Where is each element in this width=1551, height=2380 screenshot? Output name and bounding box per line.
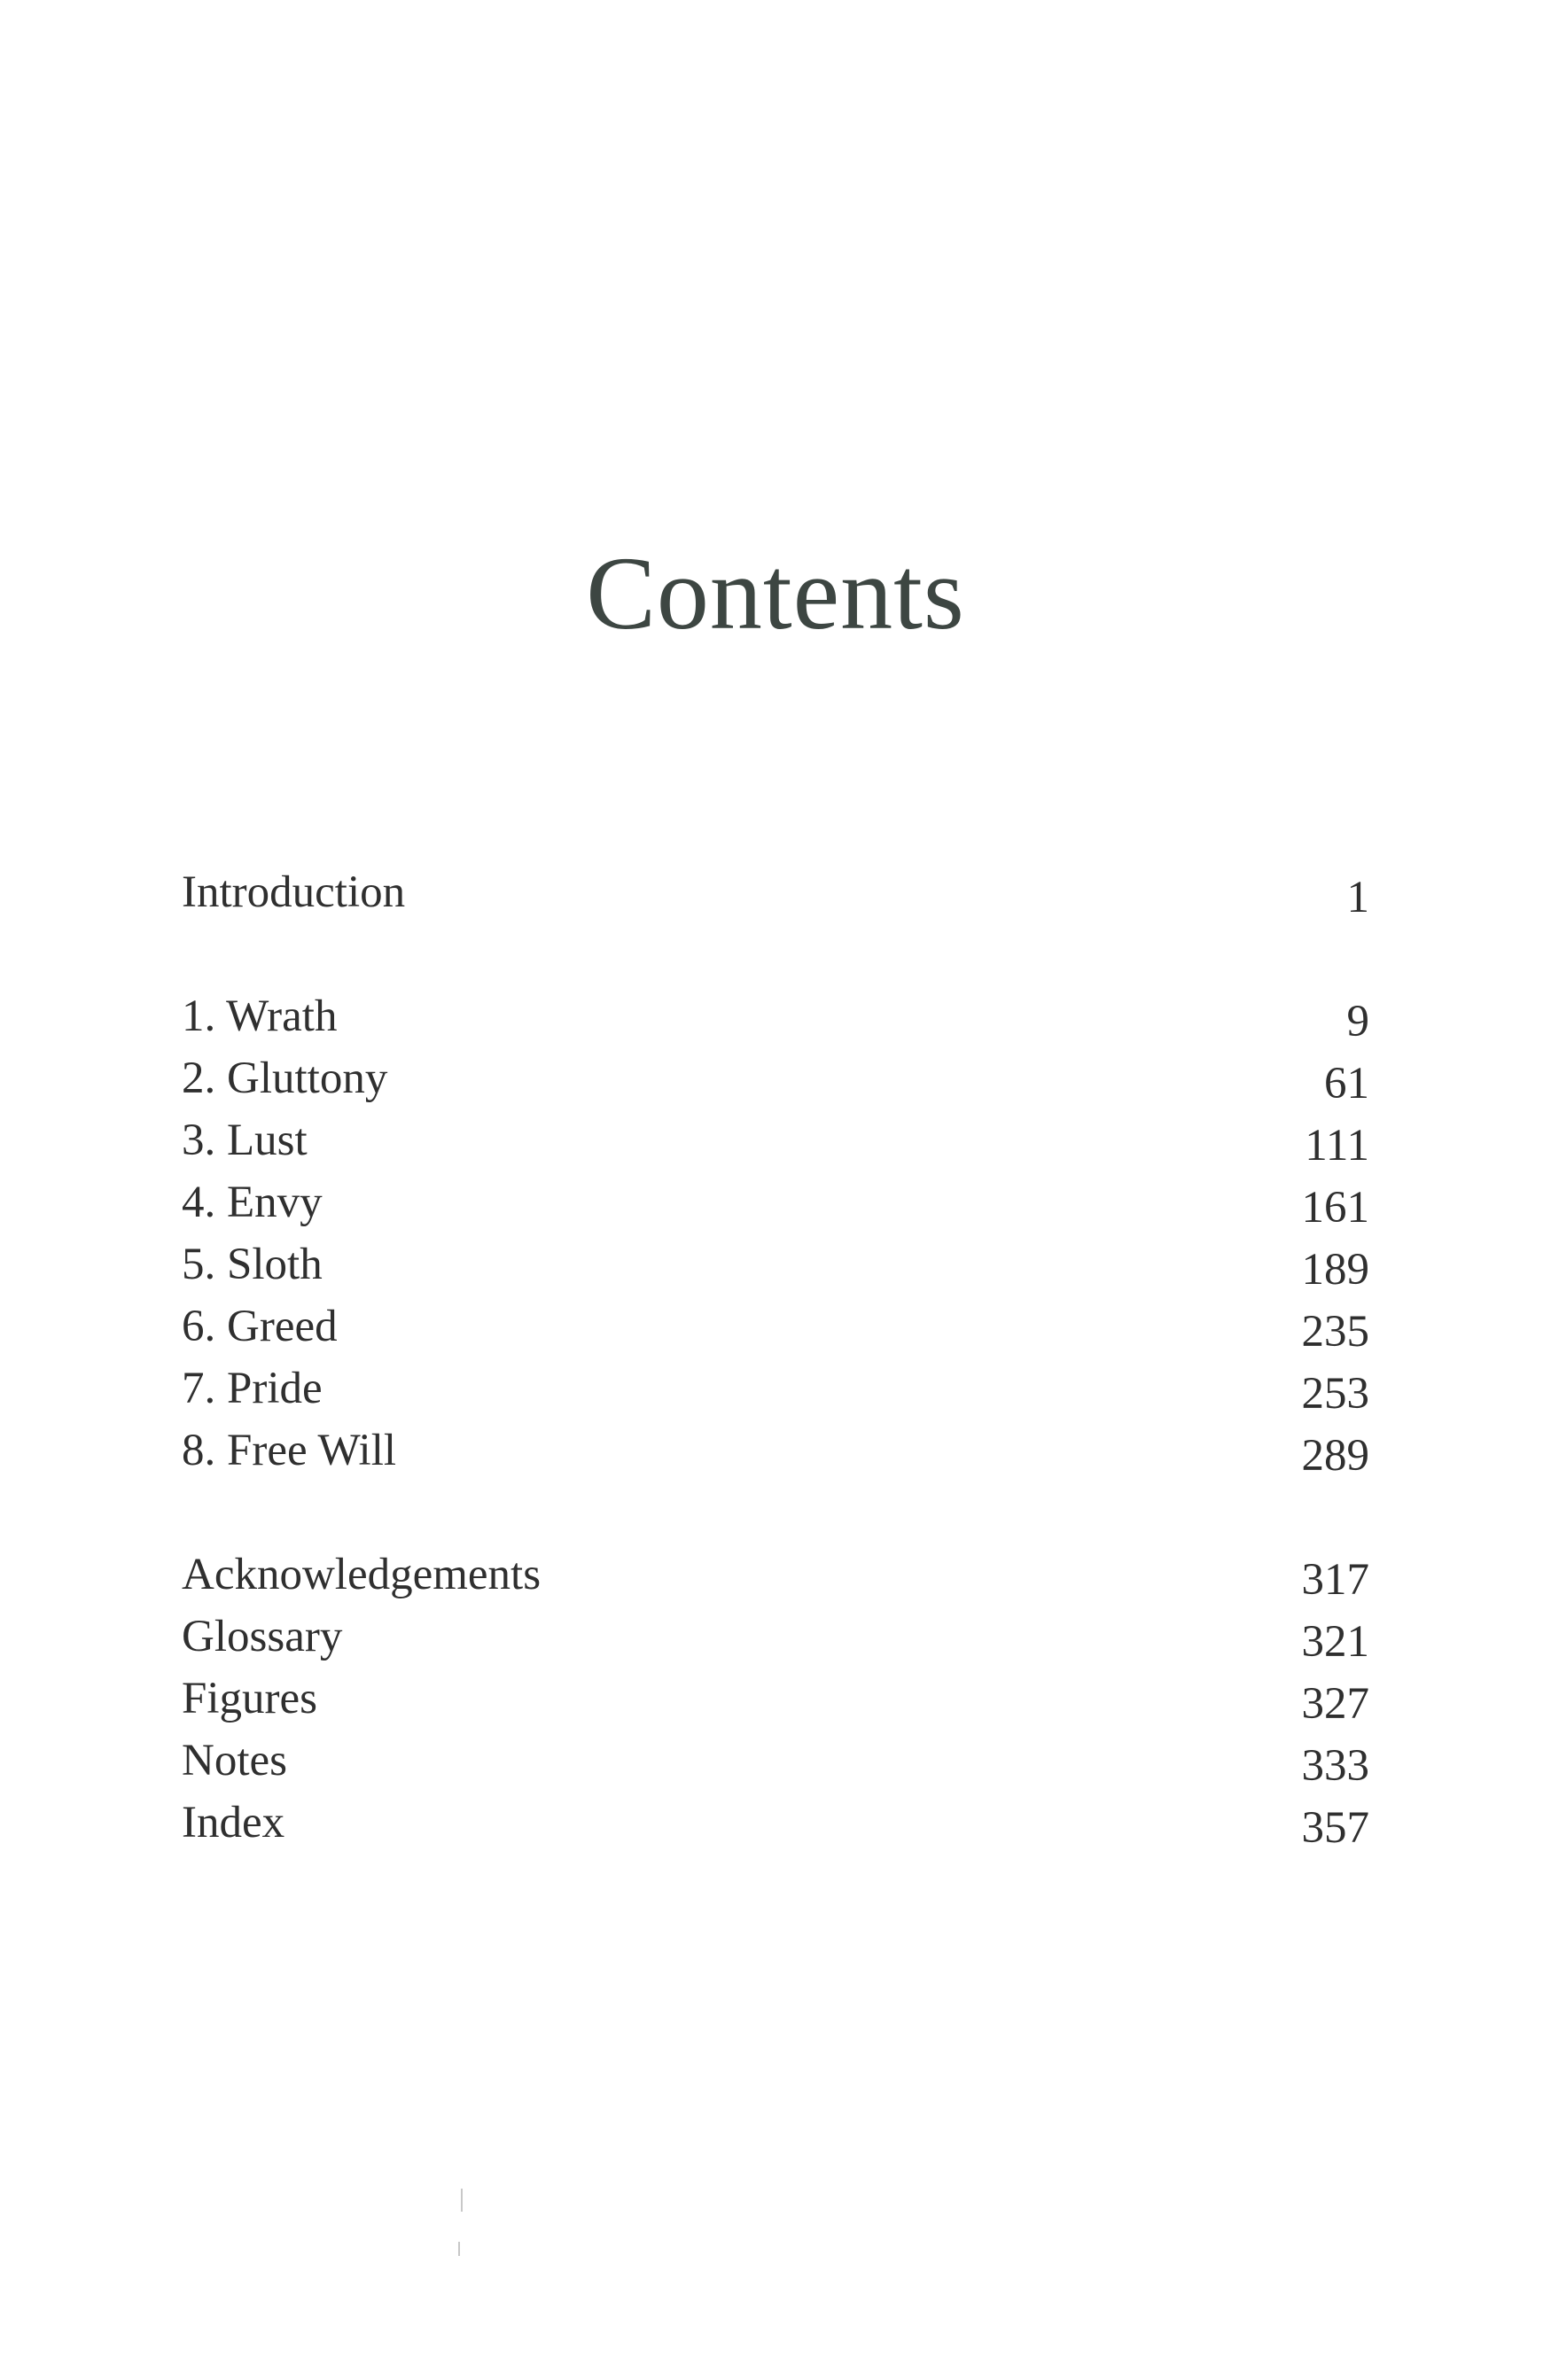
toc-entry-page-number: 289 (1301, 1431, 1369, 1481)
toc-entry-label: 3. Lust (182, 1116, 308, 1165)
toc-entry-label: Figures (182, 1674, 317, 1723)
toc-entry-chapter[interactable] (182, 1295, 1369, 1357)
toc-entry-page-number: 111 (1305, 1121, 1369, 1171)
toc-entry-page-number: 253 (1301, 1369, 1369, 1419)
toc-entry-label: Index (182, 1798, 285, 1847)
toc-entry-chapter[interactable] (182, 1171, 1369, 1233)
toc-entry-page-number: 327 (1301, 1679, 1369, 1729)
scan-artifact (458, 2242, 460, 2256)
toc-entry-label: 5. Sloth (182, 1240, 323, 1289)
toc-entry-page-number: 321 (1301, 1617, 1369, 1667)
toc-entry-back-matter[interactable] (182, 1544, 1369, 1606)
toc-entry-page-number: 1 (1346, 873, 1369, 922)
toc-entry-label: Introduction (182, 867, 406, 917)
toc-entry-page-number: 333 (1301, 1741, 1369, 1791)
toc-entry-label: 8. Free Will (182, 1426, 397, 1475)
toc-entry-chapter[interactable] (182, 1233, 1369, 1295)
toc-entry-label: Acknowledgements (182, 1550, 542, 1599)
toc-entry-label: 6. Greed (182, 1302, 338, 1351)
toc-entry-back-matter[interactable] (182, 1730, 1369, 1792)
toc-entry-page-number: 235 (1301, 1307, 1369, 1357)
toc-entry-introduction[interactable] (182, 861, 1369, 923)
toc-entry-chapter[interactable] (182, 1047, 1369, 1109)
toc-entry-label: Glossary (182, 1612, 343, 1661)
toc-entry-label: Notes (182, 1736, 287, 1785)
toc-entry-chapter[interactable] (182, 1357, 1369, 1419)
scan-artifact (461, 2189, 463, 2212)
toc-entry-label: 1. Wrath (182, 992, 338, 1041)
page-title: Contents (586, 535, 965, 651)
toc-entry-label: 4. Envy (182, 1178, 323, 1227)
toc-entry-chapter[interactable] (182, 1419, 1369, 1482)
toc-entry-page-number: 357 (1301, 1803, 1369, 1853)
toc-entry-page-number: 9 (1346, 997, 1369, 1046)
toc-entry-page-number: 189 (1301, 1245, 1369, 1295)
toc-entry-page-number: 317 (1301, 1555, 1369, 1605)
toc-entry-label: 7. Pride (182, 1364, 323, 1413)
toc-entry-back-matter[interactable] (182, 1668, 1369, 1730)
toc-entry-back-matter[interactable] (182, 1606, 1369, 1668)
toc-entry-chapter[interactable] (182, 985, 1369, 1047)
toc-entry-label: 2. Gluttony (182, 1054, 388, 1103)
toc-entry-back-matter[interactable] (182, 1792, 1369, 1854)
toc-entry-chapter[interactable] (182, 1109, 1369, 1171)
toc-entry-page-number: 161 (1301, 1183, 1369, 1233)
toc-entry-page-number: 61 (1324, 1059, 1369, 1108)
